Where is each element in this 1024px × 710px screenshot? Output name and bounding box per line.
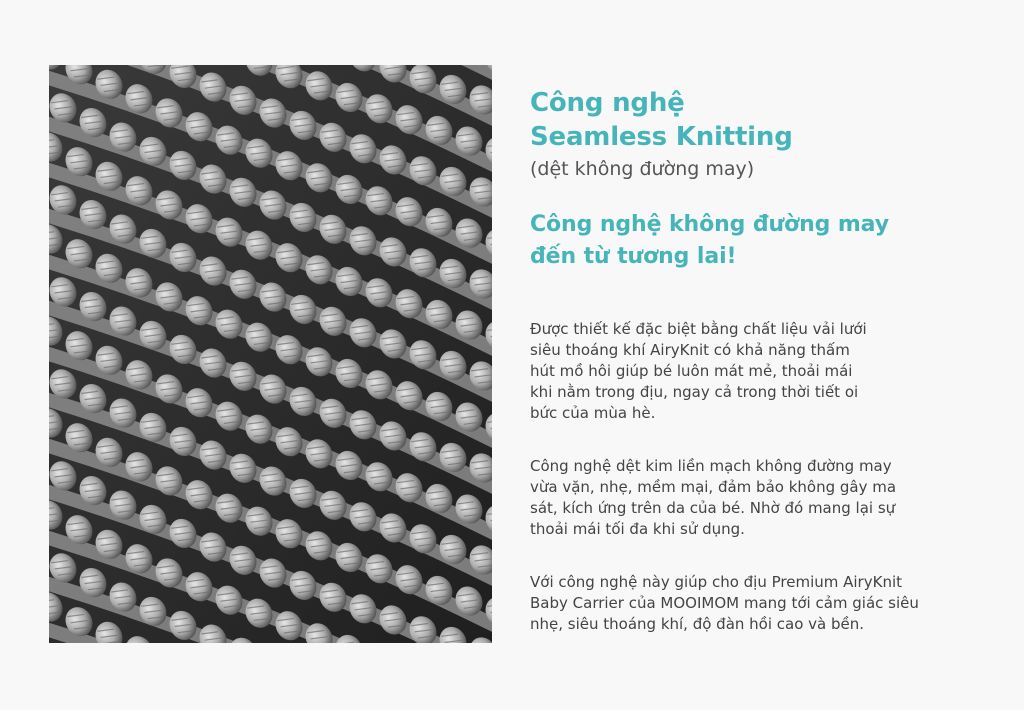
tagline-line-1: Công nghệ không đường may [530,212,889,237]
paragraph-carrier-benefits: Với công nghệ này giúp cho địu Premium AiryKnit Baby Carrier của MOOIMOM mang tới cảm giác siêu nhẹ, siêu thoáng khí, độ đàn hồi cao và bền. [530,573,919,633]
page-title [530,86,970,154]
title-subtitle: (dệt không đường may) [530,158,755,180]
paragraph-seamless-technology: Công nghệ dệt kim liền mạch không đường may vừa vặn, nhẹ, mềm mại, đảm bảo không gây ma sát, kích ứng trên da của bé. Nhờ đó mang lại sự thoải mái tối đa khi sử dụng. [530,457,897,538]
title-line-2: Seamless Knitting [530,122,793,152]
paragraph-airyknit-material: Được thiết kế đặc biệt bằng chất liệu vải lưới siêu thoáng khí AiryKnit có khả năng thấm hút mồ hôi giúp bé luôn mát mẻ, thoải mái khi nằm trong địu, ngay cả trong thời tiết oi bức của mùa hè. [530,320,867,422]
tagline [530,209,970,273]
tagline-line-2: đến từ tương lai! [530,244,737,269]
knit-fabric-illustration [49,65,492,643]
text-column [530,86,970,635]
knit-fabric-photo [49,65,492,643]
title-line-1: Công nghệ [530,88,685,118]
